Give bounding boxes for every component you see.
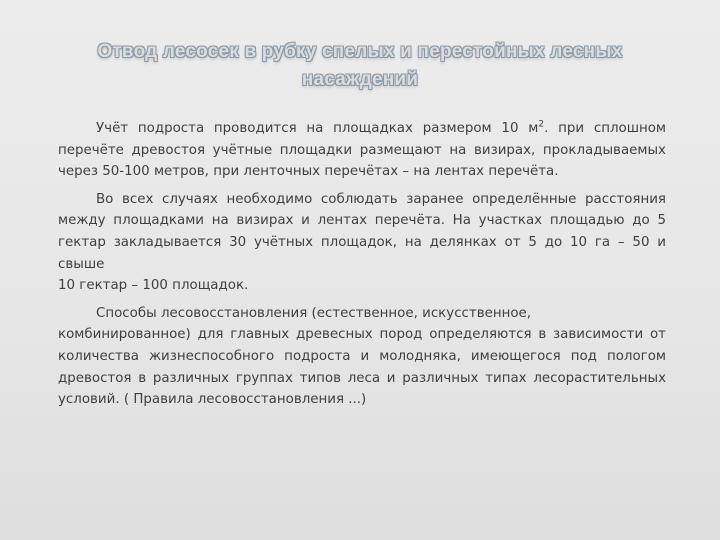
- superscript: 2: [538, 119, 545, 130]
- slide-title-line-2: насаждений: [301, 69, 419, 90]
- paragraph-1-line-2: перечёте древостоя учётные площадки размещают на визирах, прокладываемых: [58, 142, 666, 158]
- paragraph-3-line-1: Способы лесовосстановления (естественное, искусственное,: [96, 305, 532, 321]
- paragraph-2-line-4: 10 гектар – 100 площадок.: [58, 278, 249, 294]
- paragraph-3-line-4: древостоя в различных группах типов леса и различных типах лесорастительных: [58, 370, 666, 386]
- slide-title: [40, 38, 680, 94]
- paragraph-1: [58, 118, 666, 183]
- paragraph-3: [58, 303, 666, 411]
- paragraph-2: [58, 189, 666, 297]
- paragraph-2-line-3: гектар закладывается 30 учётных площадок, на делянках от 5 до 10 га – 50 и свыше: [58, 234, 666, 272]
- paragraph-3-line-5: условий. ( Правила лесовосстановления ...): [58, 392, 367, 408]
- paragraph-3-line-3: количества жизнеспособного подроста и молодняка, имеющегося под пологом: [58, 348, 666, 364]
- slide-title-line-1: Отвод лесосек в рубку спелых и перестойных лесных: [97, 41, 623, 62]
- slide-body-text: [58, 118, 666, 417]
- paragraph-2-line-1: Во всех случаях необходимо соблюдать заранее определённые расстояния: [96, 191, 666, 207]
- paragraph-2-line-2: между площадками на визирах и лентах перечёта. На участках площадью до 5: [58, 213, 666, 229]
- paragraph-1-line-3: через 50-100 метров, при ленточных перечётах – на лентах перечёта.: [58, 164, 559, 180]
- paragraph-1-line-1: Учёт подроста проводится на площадках размером 10 $м^2$. при сплошном: [96, 119, 667, 136]
- paragraph-3-line-2: комбинированное) для главных древесных пород определяются в зависимости от: [58, 327, 666, 343]
